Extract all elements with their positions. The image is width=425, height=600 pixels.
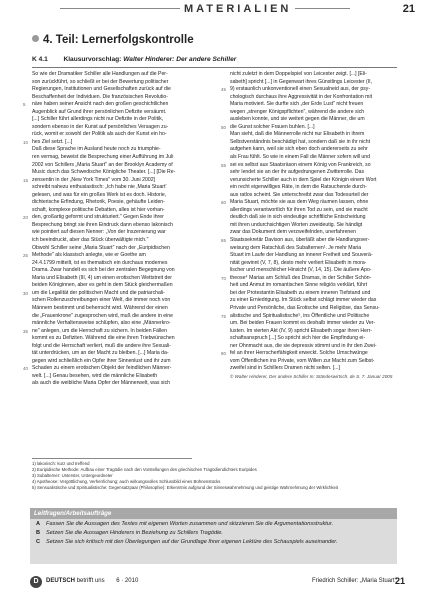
text-line: gelesen, und was für ein großes Werk ist es doch. Historie,	[32, 191, 167, 198]
footer-page-number: 21	[394, 576, 405, 586]
page-footer	[30, 576, 405, 590]
text-line: ausleben konnte, und sie weitert gegen die Männer, die um	[230, 116, 365, 123]
line-number: 15	[23, 177, 28, 183]
text-line: zensentin in der „New York Times" vom 30. Juni 2002] 15	[23, 176, 155, 183]
text-line: näre haben seiner Ansicht nach den großen geschichtlichen 5	[23, 101, 169, 108]
text-line: lischer und menschlicher Hinsicht (V, 14, 15). Die äußere Apo-	[230, 267, 372, 274]
text-line: wie pointiert auf diesen Nenner: „Von der Inszenierung war	[32, 229, 166, 236]
text-line: Augenblick auf Grund ihrer persönlichen Defizite versäumt.	[32, 108, 167, 115]
section-title: MATERIALIEN	[180, 3, 295, 15]
text-line: folgt und die Herrschaft verliert, muß die andere ihre Sexuali-	[32, 342, 171, 349]
text-line: Man sieht, daß die Männerrolle nicht nur Elisabeth in ihrem	[230, 131, 365, 138]
task-label: Klausurvorschlag:	[63, 56, 122, 63]
assignment-task	[30, 528, 397, 537]
text-line: fel an ihrer Herrscherfähigkeit erweckt. Solche Umschwünge 80	[221, 350, 368, 357]
text-line: alistische und Spiritualistische⁵, ins Öffentliche und Politische 75	[221, 312, 370, 319]
line-number: 40	[23, 366, 28, 372]
text-line: aus ratlos scheint. Sie unterschreibt zwar das Todesurteil der	[230, 191, 369, 198]
line-number: 80	[221, 351, 226, 357]
text-line: sondern ebenso in der Kunst auf persönliches Versagen zu-	[32, 123, 169, 130]
text-line: rück, womit er sowohl der Politik als auch der Kunst ein ho-	[32, 131, 167, 138]
text-line: Obwohl Schiller seine „Maria Stuart" nach der „Euripidischen	[32, 244, 170, 251]
text-line: nität gewinnt (V, 7, 8), desto mehr verliert Elisabeth in mora-	[230, 259, 367, 266]
text-line: nicht zuletzt in dem Doppelspiel von Leicester zeigt. [...] [Eli-	[230, 71, 367, 77]
text-line: verunsicherte Schiller auch in dem Spiel der Königin einem Wort	[230, 176, 377, 183]
task-text: Fassen Sie die Aussagen des Textes mit eigenen Worten zusammen und skizzieren Sie die Argumentationsstruktur.	[46, 521, 334, 527]
text-line: 24.4.1799 mitteilt, ist es thematisch ein durchaus modernes	[32, 259, 168, 266]
publication	[46, 578, 138, 584]
text-line: gegen wird schließlich ein Opfer ihrer Sinnenlust und ihr zum	[32, 357, 171, 364]
text-line: schreibt nahezu enthusiastisch: „Ich habe nie ‚Maria Stuart'	[32, 184, 167, 191]
line-number: 35	[23, 328, 28, 334]
task-bar	[32, 56, 397, 63]
text-line: um die Legalität der politischen Macht und die patriarchali- 30	[23, 289, 165, 296]
task-title: Walter Hinderer: Der andere Schiller	[123, 56, 237, 63]
line-number: 55	[221, 162, 226, 168]
bullet-icon	[32, 35, 39, 42]
text-line: deutlich daß sie in sich eindeutige schriftliche Entscheidung	[230, 214, 366, 221]
footer-title: Friedrich Schiller: „Maria Stuart"	[312, 578, 397, 584]
footnotes	[32, 458, 397, 491]
line-number: 5	[23, 102, 26, 108]
text-line: ner Ohnmacht aus, die sie depressiv stimmt und in ihr den Zwei-	[230, 342, 377, 349]
text-line: um. Bei beiden Frauen kommt es deshalb immer wieder zu Ver-	[230, 320, 376, 327]
text-line: schen Rollenzuschreibungen einer Welt, die immer noch von	[32, 297, 171, 304]
text-line: weisung dem Ratschluß des Subalternen¹. Je mehr Maria	[230, 244, 362, 251]
text-line: Drama. Zwar handelt es sich bei der zentralen Begegnung von	[32, 267, 175, 274]
assignment-title: Leitfragen/Arbeitsaufträge	[30, 508, 397, 519]
source-citation: © Walter Hinderer, Der andere Schiller In: Ständeswirtsch. de S. 7. Januar 2005	[230, 373, 393, 379]
task-rule	[32, 67, 397, 68]
text-line: den, großartig geformt und strukturiert." Gegen Ende ihrer 20	[23, 214, 164, 221]
text-line: Methode" als klassisch anlegte, wie er Goethe am 25	[23, 252, 146, 259]
text-line: Maria Stuart, möchte sie aus dem Weg räumen lassen, ohne 60	[221, 199, 369, 206]
right-column	[221, 71, 402, 380]
text-line: sabeth] spricht [...] in Gegenwart ihres Günstlings Leicester (II,	[230, 78, 373, 85]
task-text: Setzen Sie die Aussagen Hinderers in Beziehung zu Schillers Tragödie.	[46, 530, 223, 536]
text-line: schaft, komplexe politische Debatten, alles ist hier vorhan-	[32, 206, 165, 213]
text-line: aufgehen kann, weil sie sich eben doch andererseits zu sehr	[230, 146, 368, 153]
line-number: 30	[23, 290, 28, 296]
text-line: Daß diese Sprache im Ausland heute noch zu triumphie-	[32, 146, 161, 153]
text-line: heit und Anmut im romantischen Sinne religiös verklärt, führt	[230, 282, 368, 289]
text-line: als Frau fühlt. So wie in einem Fall die Männer sofern will und	[230, 154, 371, 161]
publication-issue: 6 · 2010	[116, 578, 139, 584]
text-line: Private und Persönliche, das Erotische und Religiöse, das Sensu-	[230, 304, 380, 311]
text-line: Männern bestimmt und beherrscht wird. Während der einen	[32, 304, 168, 311]
footnote: 5) Sensualistische und Spiritualistische: Gegensatzpaar (Philosophie): Erkenntnis aufgrund der Sinneswahrnehmung und geistige Wahrnehmung der Wirklichkeit	[32, 485, 339, 490]
text-line: So wie der Dramatiker Schiller alle Handlungen auf die Per-	[32, 71, 168, 77]
text-line: kommt es zu Defiziten. Während die eine ihren Triebwünschen	[32, 335, 175, 342]
text-line: theose⁴ Marias am Schluß des Dramas, in der Schiller Schön- 70	[221, 274, 372, 281]
footnote: 3) Subalterner: Unterster, Untergeordneter	[32, 473, 113, 478]
line-number: 70	[221, 275, 226, 281]
task-text: Setzen Sie sich kritisch mit den Überlegungen auf der Grundlage Ihrer eigenen Lektüre des Schauspiels auseinander.	[46, 539, 338, 545]
text-line: Music durch das Schwedische Königliche Theater. [...] [Die Re-	[32, 169, 176, 176]
deutsch-logo-icon: D	[30, 576, 42, 588]
task-letter: A	[36, 521, 41, 527]
text-line: Selbstverständnis beschädigt hat, sondern daß sie in ihr nicht	[230, 138, 371, 145]
text-line: sehr lendet sie an der ihr aufgedrungenen Zwitterrolle. Das	[230, 169, 365, 176]
publication-suffix: betrifft uns	[76, 578, 105, 584]
text-line: zwar das Dokument dem verzweifelnden, unerfahrenen	[230, 229, 357, 236]
assignment-box	[30, 508, 397, 564]
page-header	[4, 0, 425, 20]
task-letter: C	[36, 539, 41, 545]
text-line: [...] Schiller führt allerdings nicht nur Defizite in der Politik,	[32, 116, 164, 123]
line-number: 25	[23, 253, 28, 259]
page-number: 21	[402, 3, 415, 15]
text-line: Stuart im Laufe der Handlung an innerer Freiheit und Souverä-	[230, 252, 373, 259]
text-line: ren vermag, beweist die Besprechung einer Aufführung im Juli	[32, 154, 174, 161]
footnote: 4) Apotheose: Vergöttlichung, Verherrlichung; auch wirkungsvolles Schlussbild eines Bühnenstücks	[32, 479, 221, 484]
text-line: Staatssekretär Davison aus, überläßt aber die Handlungsver- 65	[221, 237, 370, 244]
line-number: 20	[23, 215, 28, 221]
text-line: als auch die weibliche Maria Opfer der Männerwelt, was sich	[32, 380, 171, 387]
text-line: ich beeindruckt, aber das Stück überwältigte mich."	[32, 237, 149, 244]
part-heading	[32, 34, 194, 46]
text-line: chologisch durchaus ihre Aggressivität in der Konfrontation mit	[230, 93, 373, 100]
assignment-task	[30, 519, 397, 528]
text-line: 9) erstaunlich unkonventionell einen Sexualneid aus, der psy- 45	[221, 86, 371, 93]
text-line: die „Frauenkrone" zugesprochen wird, muß die andere in eine	[32, 312, 173, 319]
text-line: zweifel sind in Schillers Dramen nicht selten. [...]	[230, 365, 340, 372]
text-line: bei der Protestantin Elisabeth zu einem inneren Tiefstand und	[230, 289, 371, 296]
text-line: Maria und Elisabeth (III, 4) um einen erotischen Wettstreit der	[32, 274, 172, 281]
text-line: tät unterdrücken, um an der Macht zu bleiben. [...] Maria da-	[32, 350, 169, 357]
text-line: Schaden zu einem erotischen Objekt der feindlichen Männer- 40	[23, 365, 172, 372]
line-number: 10	[23, 139, 28, 145]
text-line: sei es selbst aus Staatsräson einem König von Frankreich, so 55	[221, 161, 371, 168]
text-line: 2002 von Schillers „Maria Stuart" an der Brooklyn Academy of	[32, 161, 173, 168]
text-line: Maria motiviert. Sie durfte sich „der Erde Lust" nicht freuen	[230, 101, 364, 108]
text-line: ne" anlegen, um die Herrschaft zu sichern. In beiden Fällen 35	[23, 327, 167, 334]
assignment-task	[30, 537, 397, 546]
text-line: dichterische Erfindung, Rhetorik, Poesie, gehäufte Leiden-	[32, 199, 165, 206]
left-column	[23, 71, 204, 388]
line-number: 65	[221, 238, 226, 244]
text-line: männliche Verhaltensweise schlüpfen, also eine „Männerkro-	[32, 320, 171, 327]
line-number: 75	[221, 313, 226, 319]
text-line: lusten. Im vierten Akt (IV, 9) spricht Elisabeth sogar ihren Herr-	[230, 327, 373, 334]
text-line: welt. [...] Genau besehen, wird die männliche Elisabeth	[32, 372, 158, 379]
text-line: beiden Königinnen, aber es geht in dem Stück gleichermaßen	[32, 282, 173, 289]
text-line: ein recht eigenwilliges Räte, in dem die Ratsuchende durch-	[230, 184, 367, 191]
part-heading-text: 4. Teil: Lernerfolgskontrolle	[43, 34, 194, 46]
text-line: Regierungen, Institutionen und Gesellschaften zurück auf die	[32, 86, 171, 93]
line-number: 45	[221, 87, 226, 93]
text-line: vom Öffentlichen ins Private, vom Willen zur Macht zum Selbst-	[230, 357, 375, 364]
task-letter: B	[36, 530, 41, 536]
footnote: 1) lakonisch: kurz und treffend	[32, 461, 90, 466]
line-number: 50	[221, 124, 226, 130]
text-line: allerdings verantwortlich für ihren Tod zu sein, und sie macht	[230, 206, 368, 213]
publication-brand: DEUTSCH	[46, 578, 76, 584]
text-line: zu einer Erniedrigung. Im Stück selbst schlägt immer wieder das	[230, 297, 377, 304]
footnote: 2) Euripidische Methode: Aufbau einer Tragödie nach den Vorstellungen des griechischen Tragödiendichters Euripides	[32, 467, 257, 472]
text-line: wegen „strenger Königspflichten", während die andere sich	[230, 108, 365, 115]
text-line: Besprechung bringt sie ihren Eindruck dann ebenso lakonisch	[32, 221, 173, 228]
text-line: son zurückführt, so schließt er bei der Bewertung politischer	[32, 78, 169, 85]
text-line: Beschaffenheit der Individuen. Die französischen Revolutio-	[32, 93, 168, 100]
text-line: schaftsanspruch [...] So spricht sich hier die Empfindung ei-	[230, 335, 366, 342]
text-line: hes Ziel setzt. [...] 10	[23, 138, 73, 145]
text-line: mit ihren undurchsichtigen Worten zweideutig. Sie händigt	[230, 221, 363, 228]
task-code: K 4.1	[32, 56, 48, 63]
text-line: die Gunst solcher Frauen buhlen. [...] 50	[221, 123, 315, 130]
line-number: 60	[221, 200, 226, 206]
footnotes-rule	[32, 458, 192, 459]
